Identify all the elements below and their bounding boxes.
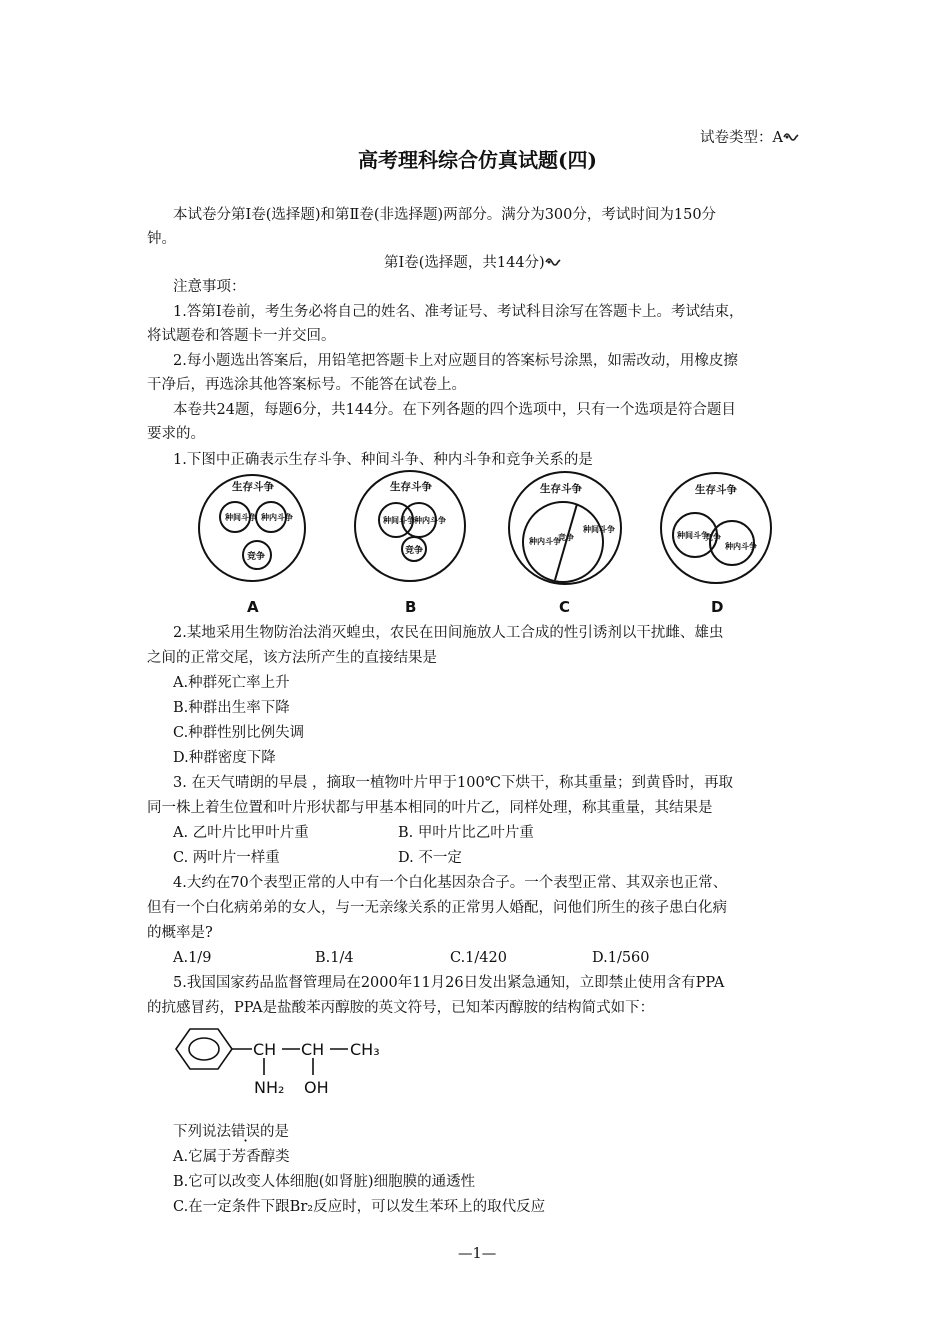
figure-label-c: C: [559, 598, 571, 616]
d-outer-label: 生存斗争: [695, 484, 737, 496]
q5-stem-line-1: 5.我国国家药品监督管理局在2000年11月26日发出紧急通知，立即禁止使用含有PPA: [173, 975, 725, 991]
q4-option-d: D.1/560: [592, 950, 650, 966]
intro-line-1: 本试卷分第Ⅰ卷(选择题)和第Ⅱ卷(非选择题)两部分。满分为300分，考试时间为150分: [173, 207, 717, 223]
ch-group-2: CH: [301, 1040, 325, 1059]
q5-option-a: A.它属于芳香醇类: [173, 1149, 290, 1165]
b-intraspecific-label: 种内斗争: [414, 516, 446, 525]
benzene-ring: [176, 1029, 232, 1069]
q4-option-c: C.1/420: [450, 950, 507, 966]
q2-option-d: D.种群密度下降: [173, 750, 276, 766]
note-2-line-1: 2.每小题选出答案后，用铅笔把答题卡上对应题目的答案标号涂黑，如需改动，用橡皮擦: [173, 353, 738, 369]
paper-type-label: 试卷类型：A: [700, 128, 799, 148]
ch3-group: CH₃: [350, 1040, 380, 1059]
a-competition-label: 竞争: [247, 552, 266, 562]
figure-label-b: B: [405, 598, 417, 616]
q3-option-d: D. 不一定: [398, 850, 462, 866]
d-interspecific-label: 种间斗争: [677, 531, 709, 540]
rule-line-1: 本卷共24题，每题6分，共144分。在下列各题的四个选项中，只有一个选项是符合题目: [173, 402, 736, 418]
q1-figure: [195, 470, 795, 618]
c-outer-label: 生存斗争: [540, 483, 582, 495]
q4-option-a: A.1/9: [173, 950, 212, 966]
b-outer-label: 生存斗争: [390, 481, 432, 493]
q2-option-b: B.种群出生率下降: [173, 700, 290, 716]
q3-option-b: B. 甲叶片比乙叶片重: [398, 825, 534, 841]
q5-option-c: C.在一定条件下跟Br₂反应时，可以发生苯环上的取代反应: [173, 1199, 546, 1215]
q3-option-a: A. 乙叶片比甲叶片重: [173, 825, 309, 841]
q3-option-c: C. 两叶片一样重: [173, 850, 280, 866]
scribble-mark-icon: [783, 131, 799, 143]
q5-stem-line-2: 的抗感冒药，PPA是盐酸苯丙醇胺的英文符号，已知苯丙醇胺的结构简式如下：: [147, 1000, 655, 1016]
nh2-group: NH₂: [254, 1078, 285, 1097]
q4-stem-line-2: 但有一个白化病弟弟的女人，与一无亲缘关系的正常男人婚配，问他们所生的孩子患白化病: [147, 900, 727, 916]
q4-stem-line-3: 的概率是?: [147, 925, 213, 941]
benzene-inner-ring: [189, 1038, 219, 1060]
figure-label-d: D: [711, 598, 724, 616]
q4-stem-line-1: 4.大约在70个表型正常的人中有一个白化基因杂合子。一个表型正常、其双亲也正常、: [173, 875, 728, 891]
note-2-line-2: 干净后，再选涂其他答案标号。不能答在试卷上。: [147, 377, 466, 393]
page-title: 高考理科综合仿真试题(四): [358, 148, 597, 172]
oh-group: OH: [304, 1078, 329, 1097]
a-interspecific-label: 种间斗争: [225, 513, 257, 522]
q1-stem: 1.下图中正确表示生存斗争、种间斗争、种内斗争和竞争关系的是: [173, 452, 593, 468]
b-competition-label: 竞争: [405, 546, 424, 556]
q3-stem-line-2: 同一株上着生位置和叶片形状都与甲基本相同的叶片乙，同样处理，称其重量，其结果是: [147, 800, 713, 816]
intro-line-2: 钟。: [147, 231, 176, 247]
c-competition-label: 竞争: [558, 533, 574, 542]
a-outer-label: 生存斗争: [232, 481, 274, 493]
note-1-line-1: 1.答第Ⅰ卷前，考生务必将自己的姓名、准考证号、考试科目涂写在答题卡上。考试结束，: [173, 304, 744, 320]
ch-group-1: CH: [253, 1040, 277, 1059]
page-number: —1—: [458, 1246, 497, 1262]
a-intraspecific-label: 种内斗争: [261, 513, 293, 522]
c-interspecific-label: 种间斗争: [583, 525, 615, 534]
q5-prompt: 下列说法错误的是: [173, 1124, 289, 1140]
b-interspecific-label: 种间斗争: [383, 516, 415, 525]
q2-option-a: A.种群死亡率上升: [173, 675, 290, 691]
ppa-structure-formula: [170, 1025, 400, 1105]
rule-line-2: 要求的。: [147, 426, 205, 442]
q3-stem-line-1: 3. 在天气晴朗的早晨 ，摘取一植物叶片甲于100℃下烘干，称其重量；到黄昏时，再取: [173, 775, 733, 791]
section-heading: 第Ⅰ卷(选择题，共144分): [384, 253, 561, 273]
q4-option-b: B.1/4: [315, 950, 354, 966]
notes-title: 注意事项：: [173, 279, 246, 295]
d-competition-label: 竞争: [705, 533, 721, 542]
d-intraspecific-label: 种内斗争: [725, 542, 757, 551]
figure-label-a: A: [247, 598, 259, 616]
q5-option-b: B.它可以改变人体细胞(如肾脏)细胞膜的通透性: [173, 1174, 476, 1190]
c-intraspecific-label: 种内斗争: [529, 537, 561, 546]
q2-stem-line-2: 之间的正常交尾，该方法所产生的直接结果是: [147, 650, 437, 666]
scribble-mark-icon: [545, 256, 561, 268]
note-1-line-2: 将试题卷和答题卡一并交回。: [147, 328, 336, 344]
q2-stem-line-1: 2.某地采用生物防治法消灭蝗虫，农民在田间施放人工合成的性引诱剂以干扰雌、雄虫: [173, 625, 724, 641]
q2-option-c: C.种群性别比例失调: [173, 725, 305, 741]
emphasized-word: 错误: [231, 1124, 260, 1140]
